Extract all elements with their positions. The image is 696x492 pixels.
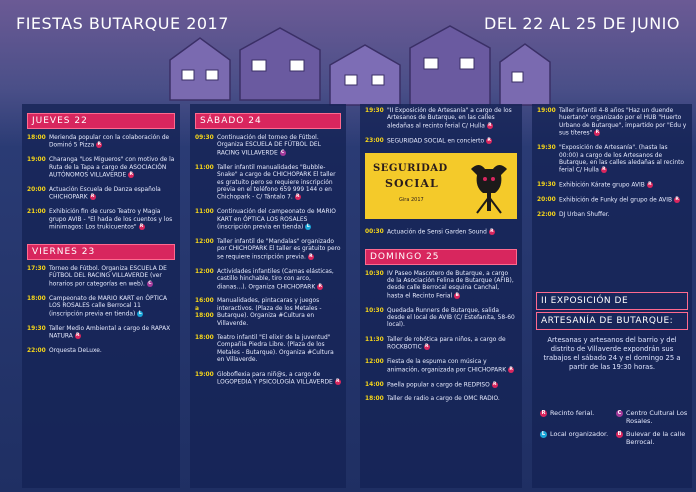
- event-time: 19:00: [195, 371, 214, 378]
- column-thursday-friday: [22, 104, 180, 488]
- event-text: [49, 209, 175, 232]
- legend-badge-icon: R: [541, 410, 546, 416]
- expo-title-line-1: II EXPOSICIÓN DE: [536, 292, 688, 310]
- legend-label: Centro Cultural Los Rosales.: [626, 409, 688, 425]
- event-description: Actividades infantiles (Camas elásticas, castillo hinchable, tiro con arco, dianas…). Organiza CHICHOPARK: [217, 268, 334, 290]
- location-badge-icon: L: [306, 224, 310, 230]
- event-text: [217, 135, 341, 158]
- event-time: 11:00: [195, 164, 214, 171]
- event-time: 11:00: [195, 209, 214, 216]
- location-badge-icon: R: [336, 379, 340, 385]
- event-time: 20:00: [537, 197, 556, 204]
- event-description: Actuación Escuela de Danza española CHICHOPARK: [49, 187, 161, 201]
- event-time: 00:30: [365, 228, 384, 235]
- event-text: [387, 138, 517, 146]
- column-saturday-night-sunday: [360, 104, 522, 488]
- event-item: [195, 209, 341, 232]
- event-text: [559, 197, 687, 205]
- event-description: Teatro infantil "El elixir de la juventud" Compañía Piedra Libre. (Plaza de los Metales - Butarque). Organiza #Cultura en Villaverde.: [217, 335, 334, 364]
- event-item: [537, 145, 687, 175]
- location-badge-icon: C: [281, 149, 285, 155]
- legend-badge-icon: L: [541, 431, 546, 438]
- poster-line-3: Gira 2017: [399, 196, 424, 203]
- legend-label: Bulevar de la calle Berrocal.: [626, 430, 686, 446]
- location-badge-icon: R: [90, 194, 95, 200]
- event-item: [365, 382, 517, 390]
- event-text: [217, 372, 341, 387]
- event-description: Quedada Runners de Butarque, salida desde el local de AVIB (C/ Estefanita, 58-60 local).: [387, 307, 515, 329]
- event-text: [387, 229, 517, 237]
- event-description: Torneo de Fútbol. Organiza ESCUELA DE FÚTBOL DEL RACING VILLAVERDE (ver horarios por categorías en web).: [49, 266, 167, 288]
- event-time: 10:30: [365, 270, 384, 277]
- legend-badge-icon: B: [617, 431, 622, 438]
- event-description: Fiesta de la espuma con música y animación, organizada por CHICHOPARK: [387, 359, 507, 374]
- legend-item: [540, 410, 612, 425]
- event-item: [27, 209, 175, 232]
- event-description: Exhibición Kárate grupo AVIB: [559, 182, 645, 189]
- event-text: [559, 182, 687, 190]
- event-text: [559, 145, 687, 175]
- event-text: [387, 271, 517, 301]
- column-saturday: [190, 104, 346, 488]
- event-text: [49, 157, 175, 180]
- event-description: Orquesta DeLuxe.: [49, 347, 102, 354]
- event-time: 10:30: [365, 307, 384, 314]
- event-text: [387, 359, 517, 374]
- event-item: [365, 359, 517, 374]
- location-badge-icon: R: [648, 182, 652, 188]
- event-description: Globoflexia para niñ@s, a cargo de LOGOPEDIA Y PSICOLOGÍA VILLAVERDE: [217, 371, 333, 386]
- event-item: [27, 157, 175, 180]
- event-text: [217, 165, 341, 203]
- event-time: 21:00: [27, 209, 46, 216]
- event-time: 16:00 a 18:00: [195, 298, 214, 320]
- event-time: 19:30: [537, 182, 556, 189]
- event-time: 19:00: [27, 157, 46, 164]
- expo-description: Artesanas y artesanos del barrio y del distrito de Villaverde expondrán sus trabajos el sábado 24 y el domingo 25 a partir de las 19:30 horas.: [543, 336, 681, 371]
- day-heading: DOMINGO 25: [365, 249, 517, 265]
- event-item: [537, 108, 687, 138]
- sunday-evening-events: [537, 108, 687, 270]
- event-time: 17:30: [27, 266, 46, 273]
- bull-icon: [465, 157, 513, 215]
- event-text: [559, 108, 687, 138]
- legend-label: Local organizador.: [550, 430, 609, 439]
- event-item: [195, 372, 341, 387]
- event-text: [49, 326, 175, 341]
- event-text: [49, 266, 175, 289]
- location-badge-icon: R: [602, 167, 606, 173]
- event-text: [387, 396, 517, 403]
- event-item: [537, 182, 687, 190]
- event-description: Taller infantil de "Mandalas" organizado por CHICHOPARK El taller es gratuito pero se requiere inscripción previa.: [217, 238, 341, 261]
- location-badge-icon: R: [595, 130, 600, 136]
- day-heading: SÁBADO 24: [195, 113, 341, 129]
- event-time: 11:30: [365, 336, 384, 343]
- event-description: Campeonato de MARIO KART en ÓPTICA LOS ROSALES calle Berrocal 11 (inscripción previa en tienda): [49, 295, 168, 318]
- location-badge-icon: R: [76, 332, 80, 338]
- legend-label: Recinto ferial.: [550, 409, 595, 417]
- event-time: 12:00: [195, 268, 214, 275]
- event-description: SEGURIDAD SOCIAL en concierto: [387, 138, 485, 145]
- event-description: "II Exposición de Artesanía" a cargo de los Artesanos de Butarque, en las calles aledañas al recinto ferial C/ Hulla: [387, 108, 512, 130]
- event-item: [365, 138, 517, 146]
- event-text: [217, 269, 341, 292]
- event-description: Exhibición fin de curso Teatro y Magia grupo AVIB - "El hada de los cuentos y los minimagos: Los trukicuentos": [49, 209, 173, 231]
- event-item: [195, 135, 341, 158]
- legend-badge-icon: C: [617, 410, 622, 416]
- event-item: [27, 135, 175, 150]
- event-time: 23:00: [365, 137, 384, 144]
- event-item: [537, 212, 687, 219]
- event-text: [559, 212, 687, 219]
- event-item: [27, 348, 175, 355]
- event-time: 18:00: [365, 396, 384, 403]
- event-text: [387, 337, 517, 352]
- event-item: [365, 396, 517, 403]
- event-time: 19:30: [27, 325, 46, 332]
- event-item: [27, 326, 175, 341]
- event-description: Taller Medio Ambiental a cargo de RAPAX NATURA: [49, 325, 171, 340]
- location-badge-icon: R: [490, 228, 494, 234]
- event-text: [49, 187, 175, 202]
- event-item: [365, 271, 517, 301]
- location-badge-icon: R: [488, 122, 492, 128]
- legend: [540, 410, 688, 446]
- location-badge-icon: L: [138, 310, 142, 316]
- event-time: 18:00: [195, 335, 214, 342]
- seguridad-social-poster: [365, 153, 517, 219]
- event-text: [217, 239, 341, 262]
- event-time: 12:00: [195, 238, 214, 245]
- event-text: [217, 298, 341, 328]
- event-text: [49, 348, 175, 355]
- day-heading: JUEVES 22: [27, 113, 175, 129]
- legend-item: [616, 431, 688, 446]
- event-description: Actuación de Sensi Garden Sound: [387, 229, 487, 236]
- location-badge-icon: C: [148, 280, 152, 286]
- event-description: Exhibición de Funky del grupo de AVIB: [559, 197, 673, 204]
- location-badge-icon: R: [139, 224, 144, 230]
- location-badge-icon: R: [675, 197, 679, 203]
- location-badge-icon: R: [487, 137, 491, 143]
- legend-item: [540, 431, 612, 446]
- event-item: [27, 187, 175, 202]
- event-text: [387, 308, 517, 330]
- event-text: [387, 382, 517, 390]
- event-time: 22:00: [27, 347, 46, 354]
- poster-line-2: SOCIAL: [385, 176, 439, 190]
- event-text: [387, 108, 517, 131]
- event-text: [217, 335, 341, 365]
- location-badge-icon: R: [493, 381, 497, 387]
- event-item: [195, 165, 341, 203]
- event-item: [27, 266, 175, 289]
- event-item: [365, 229, 517, 237]
- event-time: 19:30: [537, 145, 556, 152]
- location-badge-icon: B: [455, 292, 459, 298]
- location-badge-icon: R: [425, 344, 429, 350]
- legend-item: [616, 410, 688, 425]
- poster-line-1: SEGURIDAD: [373, 162, 448, 174]
- location-badge-icon: R: [509, 366, 513, 372]
- late-night-events: [365, 229, 517, 237]
- location-badge-icon: R: [295, 194, 300, 200]
- event-item: [195, 239, 341, 262]
- event-text: [49, 135, 175, 150]
- event-time: 14:00: [365, 381, 384, 388]
- event-time: 19:00: [537, 108, 556, 114]
- event-description: Manualidades, pintacaras y juegos interactivos. (Plaza de los Metales - Butarque). Organiza #Cultura en Villaverde.: [217, 298, 322, 327]
- event-item: [365, 337, 517, 352]
- event-time: 22:00: [537, 212, 556, 219]
- houses-illustration: [140, 20, 560, 110]
- event-time: 18:00: [27, 135, 46, 141]
- exposition-box: [536, 292, 688, 372]
- event-text: [49, 296, 175, 319]
- event-description: Paella popular a cargo de REDPISO: [387, 382, 490, 388]
- location-badge-icon: R: [97, 142, 101, 148]
- event-time: 09:30: [195, 135, 214, 141]
- expo-title-line-2: ARTESANÍA DE BUTARQUE:: [536, 312, 688, 330]
- event-description: IV Paseo Mascotero de Butarque, a cargo de la Asociación Felina de Butarque (AFIB), desde calle Berrocal esquina Canchal, hasta el Recinto Ferial: [387, 270, 514, 300]
- location-badge-icon: R: [129, 172, 133, 178]
- poster-title: FIESTAS BUTARQUE 2017: [16, 14, 229, 33]
- event-description: Continuación del campeonato de MARIO KART en ÓPTICA LOS ROSALES (inscripción previa en tienda): [217, 209, 336, 231]
- event-item: [365, 308, 517, 330]
- event-description: DJ Urban Shuffer.: [559, 212, 610, 219]
- event-description: "Exposición de Artesanía". (hasta las 00:00) a cargo de los Artesanos de Butarque, en las calles aledañas al recinto ferial C/ Hulla: [559, 145, 685, 174]
- event-time: 20:00: [27, 187, 46, 194]
- poster-dates: DEL 22 AL 25 DE JUNIO: [484, 14, 680, 33]
- event-time: 18:00: [27, 295, 46, 302]
- event-item: [537, 197, 687, 205]
- event-description: Taller de robótica para niños, a cargo de ROCKBOTIC: [387, 336, 506, 351]
- sunday-events: [365, 244, 517, 404]
- event-description: Taller infantil 4-8 años "Haz un duende huertano" organizado por el HUB "Huerto Urbano de Butarque", impartido por "Edu y sus títeres": [559, 108, 687, 137]
- event-item: [27, 296, 175, 319]
- day-heading: VIERNES 23: [27, 244, 175, 260]
- event-description: Taller de radio a cargo de OMC RADIO.: [387, 396, 500, 403]
- event-item: [365, 108, 517, 131]
- event-item: [195, 298, 341, 328]
- saturday-night-events: [365, 108, 517, 146]
- event-item: [195, 335, 341, 365]
- event-text: [217, 209, 341, 232]
- event-description: Taller infantil manualidades "Bubble-Snake" a cargo de CHICHOPARK El taller es gratuito pero se requiere inscripción previa en el teléfono 659 999 144 o en Chichopark - C/ Tántalo 7.: [217, 164, 336, 201]
- event-time: 19:30: [365, 108, 384, 114]
- event-description: Merienda popular con la colaboración de Dominó 5 Pizza: [49, 135, 170, 149]
- event-description: Continuación del torneo de Fútbol. Organiza ESCUELA DE FÚTBOL DEL RACING VILLAVERDE: [217, 135, 321, 157]
- event-item: [195, 269, 341, 292]
- location-badge-icon: R: [318, 283, 322, 289]
- location-badge-icon: R: [309, 253, 313, 259]
- event-description: Charanga "Los Migueros" con motivo de la Ruta de la Tapa a cargo de ASOCIACIÓN AUTÓNOMOS VILLAVERDE: [49, 157, 175, 179]
- event-time: 12:00: [365, 359, 384, 366]
